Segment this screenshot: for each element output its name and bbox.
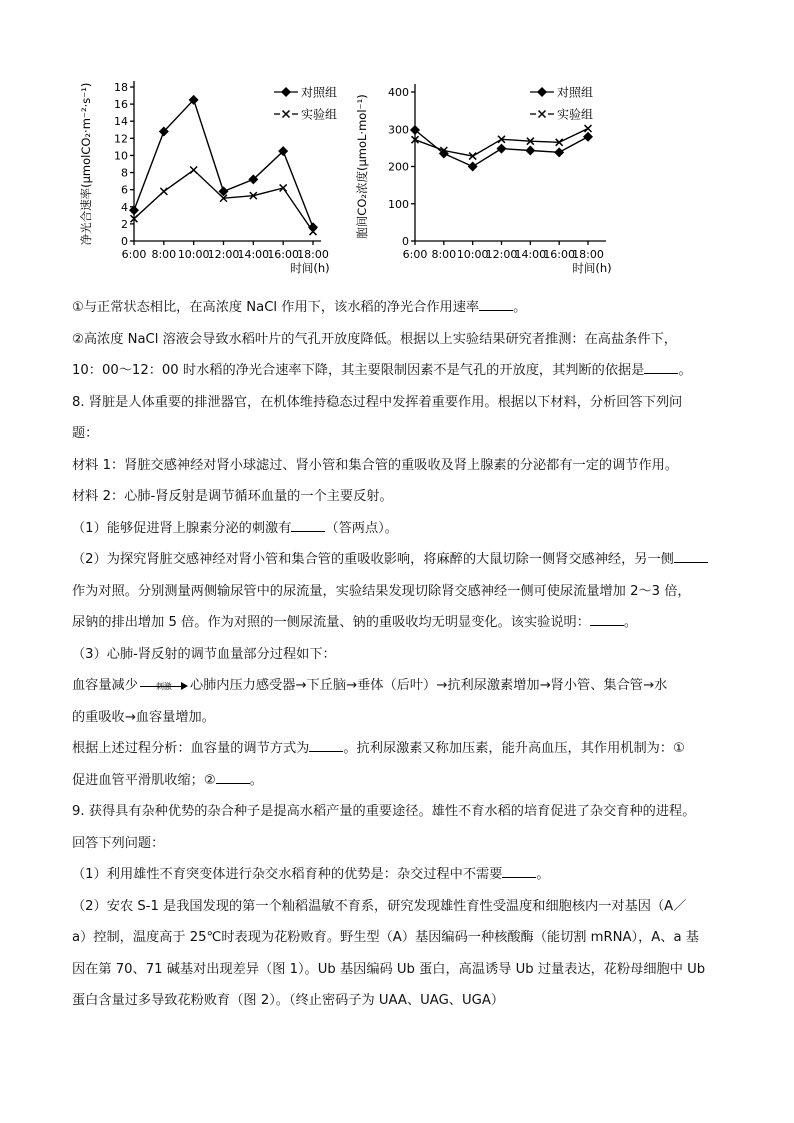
q8-material2	[72, 481, 727, 513]
q8-part3-flow-line2	[72, 702, 727, 734]
series-line-对照组	[134, 100, 313, 228]
q8-intro-text-a: 8. 肾脏是人体重要的排泄器官，在机体维持稳态过程中发挥着重要作用。根据以下材料，分析回答下列问	[72, 394, 683, 410]
x-tick-label: 14:00	[237, 248, 270, 261]
q7-part2-text-b: 10：00～12：00 时水稻的净光合速率下降，其主要限制因素不是气孔的开放度，其判断的依据是	[72, 363, 645, 378]
q9-intro-text-a: 9. 获得具有杂种优势的杂合种子是提高水稻产量的重要途径。雄性不育水稻的培育促进了杂交育种的进程。	[72, 804, 696, 819]
q9-part1	[72, 859, 727, 891]
x-tick-label: 12:00	[207, 248, 240, 261]
legend-label: 实验组	[301, 107, 338, 122]
series-line-实验组	[134, 170, 313, 232]
data-point	[554, 147, 564, 157]
q8-part3-question-line1	[72, 733, 727, 765]
answer-blank[interactable]	[291, 518, 325, 532]
q9-part2-text-c: 因在第 70、71 碱基对出现差异（图 1）。Ub 基因编码 Ub 蛋白，高温诱导 Ub 过量表达，花粉母细胞中 Ub	[72, 961, 706, 977]
q9-part2-line4	[72, 985, 727, 1017]
q8-part3-question-b: 。抗利尿激素又称加压素，能升高血压，其作用机制为：①	[343, 741, 685, 756]
y-tick-label: 0	[121, 235, 128, 248]
q9-part2-line1	[72, 891, 727, 923]
q8-part1-text: （1）能够促进肾上腺素分泌的刺激有	[72, 520, 292, 536]
legend-label: 实验组	[557, 107, 594, 122]
q9-part2-text-d: 蛋白含量过多导致花粉败育（图 2）。（终止密码子为 UAA、UAG、UGA）	[72, 993, 505, 1008]
y-tick-label: 16	[114, 98, 128, 112]
y-tick-label: 2	[121, 217, 128, 231]
q9-part2-text-b: a）控制，温度高于 25℃时表现为花粉败育。野生型（A）基因编码一种核酸酶（能切割 mRNA），A、a 基	[72, 930, 699, 945]
legend-label: 对照组	[301, 85, 338, 100]
flow-start: 血容量减少	[72, 678, 138, 693]
q9-intro-line2	[72, 828, 727, 860]
x-tick-label: 10:00	[177, 248, 210, 261]
flow-chain: 心肺内压力感受器→下丘脑→垂体（后叶）→抗利尿激素增加→肾小管、集合管→水	[189, 678, 668, 693]
x-axis-title: 时间(h)	[290, 261, 330, 275]
period: 。	[623, 615, 638, 630]
net-photosynthesis-chart	[78, 70, 340, 280]
q8-material1	[72, 450, 727, 482]
q8-part2-text-c: 尿钠的排出增加 5 倍。作为对照的一侧尿流量、钠的重吸收均无明显变化。该实验说明：	[72, 615, 590, 630]
x-tick-label: 8:00	[151, 248, 177, 261]
answer-blank[interactable]	[479, 297, 513, 311]
data-point	[468, 162, 478, 172]
q9-part2-text-a: （2）安农 S-1 是我国发现的第一个籼稻温敏不育系，研究发现雄性育性受温度和细胞核内一对基因（A／	[72, 898, 687, 914]
x-tick-label: 14:00	[514, 248, 547, 261]
intercellular-co2-chart-svg	[352, 70, 624, 280]
x-axis-title: 时间(h)	[572, 261, 612, 275]
q8-part3-flow-line1	[72, 670, 727, 702]
arrow-shaft	[140, 686, 184, 687]
y-tick-label: 100	[388, 197, 409, 211]
q8-material1-text: 材料 1：肾脏交感神经对肾小球滤过、肾小管和集合管的重吸收及肾上腺素的分泌都有一定的调节作用。	[72, 457, 679, 473]
x-tick-label: 6:00	[121, 248, 147, 261]
y-axis-title: 胞间CO₂浓度(μmoL·mol⁻¹)	[355, 94, 369, 239]
y-tick-label: 200	[388, 160, 409, 174]
q7-part1	[72, 292, 727, 324]
data-point	[160, 188, 167, 195]
data-point	[497, 144, 507, 154]
y-tick-label: 14	[114, 115, 128, 129]
data-point	[190, 166, 197, 173]
q8-part3-question-c: 促进血管平滑肌收缩；②	[72, 772, 216, 788]
legend-marker-x	[283, 111, 290, 118]
data-point	[585, 125, 592, 132]
q8-part1	[72, 513, 727, 545]
y-tick-label: 18	[114, 81, 128, 94]
q8-intro-line1	[72, 387, 727, 419]
y-tick-label: 0	[402, 235, 409, 248]
q8-part2-text-a: （2）为探究肾脏交感神经对肾小管和集合管的重吸收影响，将麻醉的大鼠切除一侧肾交感神经，另一侧	[72, 552, 674, 567]
answer-blank[interactable]	[502, 864, 536, 878]
period: 。	[678, 363, 692, 378]
q7-part2-line2	[72, 355, 727, 387]
x-tick-label: 18:00	[572, 248, 604, 261]
x-tick-label: 10:00	[456, 248, 489, 261]
data-point	[583, 132, 593, 142]
q8-part3-text: （3）心肺-肾反射的调节血量部分过程如下：	[72, 646, 336, 662]
data-point	[525, 145, 535, 155]
period: 。	[249, 772, 263, 788]
q7-part2-text-a: ②高浓度 NaCl 溶液会导致水稻叶片的气孔开放度降低。根据以上实验结果研究者推测：在高盐条件下，	[72, 331, 677, 347]
net-photosynthesis-chart-svg	[78, 70, 340, 280]
q8-part3	[72, 639, 727, 671]
q8-material2-text: 材料 2：心肺-肾反射是调节循环血量的一个主要反射。	[72, 489, 393, 504]
q7-part1-text: ①与正常状态相比，在高浓度 NaCl 作用下，该水稻的净光合作用速率	[72, 300, 480, 315]
x-tick-label: 8:00	[431, 248, 457, 261]
stimulus-arrow	[138, 678, 190, 692]
x-tick-label: 18:00	[297, 248, 329, 261]
y-axis-title: 净光合速率(μmolCO₂·m⁻²·s⁻¹)	[79, 82, 93, 246]
q8-intro-text-b: 题：	[72, 426, 99, 441]
q8-part2-line1	[72, 544, 727, 576]
x-tick-label: 16:00	[543, 248, 576, 261]
q9-part2-line2	[72, 922, 727, 954]
answer-blank[interactable]	[309, 738, 343, 752]
intercellular-co2-chart	[352, 70, 624, 280]
q8-part2-line3	[72, 607, 727, 639]
x-tick-label: 16:00	[267, 248, 300, 261]
q8-part2-text-b: 作为对照。分别测量两侧输尿管中的尿流量，实验结果发现切除肾交感神经一侧可使尿流量增加 2～3 倍，	[72, 583, 691, 599]
legend-label: 对照组	[557, 85, 594, 100]
x-tick-label: 6:00	[402, 248, 428, 261]
q7-part2-line1	[72, 324, 727, 356]
period: 。	[536, 867, 550, 882]
y-tick-label: 400	[388, 86, 409, 99]
y-tick-label: 10	[114, 149, 128, 163]
answer-blank[interactable]	[216, 770, 250, 784]
legend-marker-diamond	[281, 87, 291, 97]
q8-part3-question-a: 根据上述过程分析：血容量的调节方式为	[72, 741, 310, 756]
q9-intro-text-b: 回答下列问题：	[72, 835, 165, 851]
q9-intro-line1	[72, 796, 727, 828]
period: 。	[513, 300, 527, 315]
y-tick-label: 6	[121, 183, 128, 197]
q8-part3-question-line2	[72, 765, 727, 797]
q9-part2-line3	[72, 954, 727, 986]
q8-part2-line2	[72, 576, 727, 608]
y-tick-label: 8	[121, 166, 128, 180]
answer-blank[interactable]	[674, 549, 708, 563]
legend-marker-x	[539, 111, 546, 118]
x-tick-label: 12:00	[485, 248, 518, 261]
legend-marker-diamond	[537, 87, 547, 97]
y-tick-label: 4	[121, 200, 128, 214]
arrow-head	[181, 682, 188, 690]
q8-part1-suffix: （答两点）。	[325, 520, 398, 536]
flow-end: 的重吸收→血容量增加。	[72, 709, 215, 725]
question-text	[72, 292, 727, 1017]
answer-blank[interactable]	[644, 360, 678, 374]
q8-intro-line2	[72, 418, 727, 450]
arrow-label: 刺激	[155, 682, 172, 691]
q9-part1-text: （1）利用雄性不育突变体进行杂交水稻育种的优势是：杂交过程中不需要	[72, 867, 503, 882]
answer-blank[interactable]	[590, 612, 624, 626]
y-tick-label: 12	[114, 132, 128, 146]
y-tick-label: 300	[388, 123, 409, 137]
